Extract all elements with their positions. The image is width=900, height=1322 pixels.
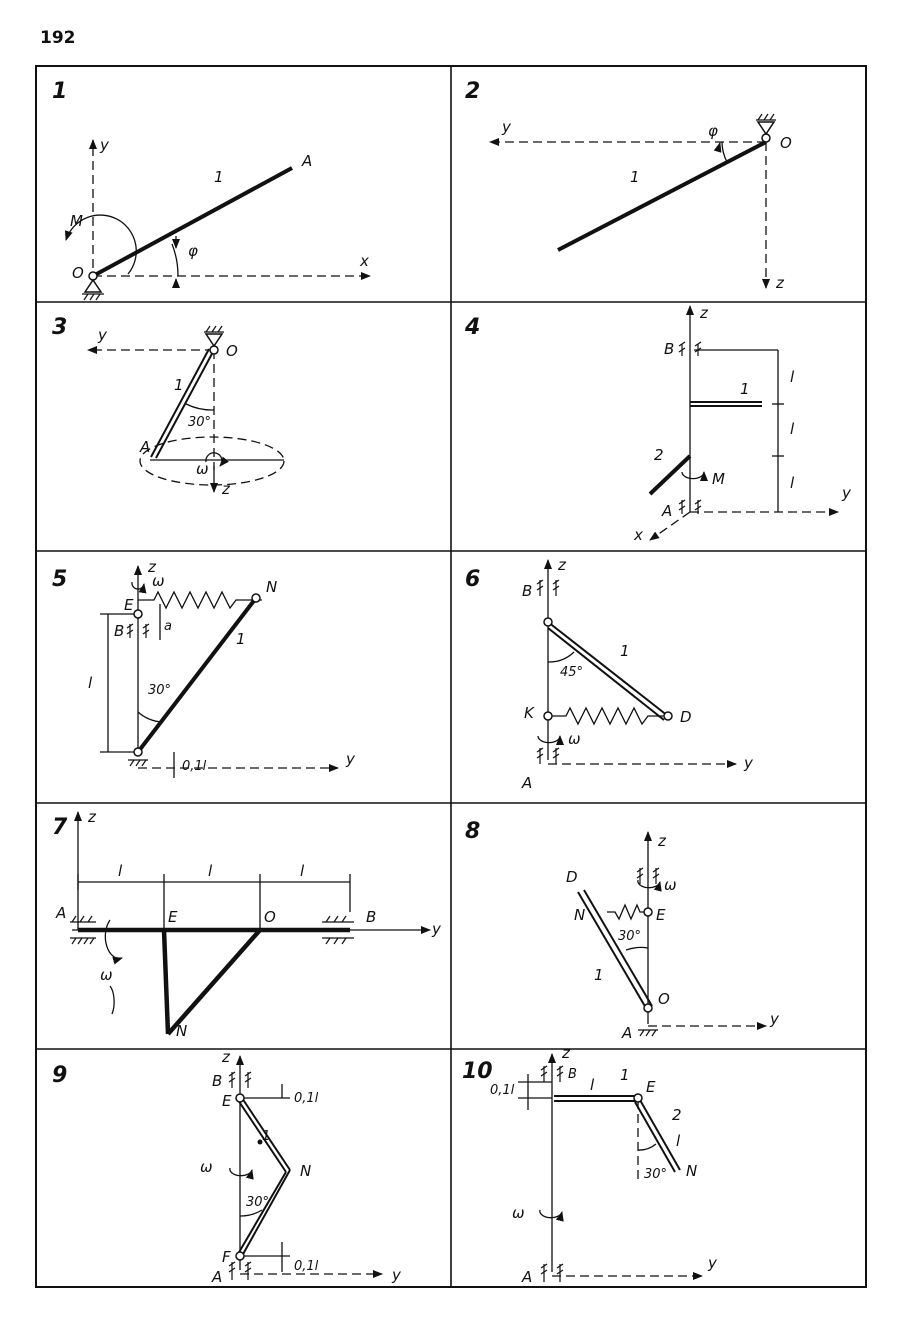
label-n: N [176,1022,188,1040]
figure-number: 10 [462,1059,493,1084]
label-y: y [770,1010,779,1028]
label-l3: l [300,862,305,880]
label-n: N [266,578,278,596]
page-number: 192 [40,28,76,48]
figure-number: 2 [465,79,481,104]
label-y: y [346,750,355,768]
label-rod: 1 [214,168,224,186]
label-y: y [432,920,441,938]
label-z: z [222,1048,230,1066]
label-m: M [70,212,83,230]
label-angle: 30° [188,415,212,430]
label-o: O [72,264,84,282]
label-a: A [622,1024,633,1042]
label-l1: l [790,368,795,386]
label-l3: l [790,474,795,492]
label-phi: φ [708,122,718,140]
label-e: E [168,908,178,926]
label-rod: 1 [262,1129,271,1144]
label-rod: 1 [594,966,604,984]
label-a: A [662,502,673,520]
label-rod: 1 [620,642,630,660]
label-top-gap: 0,1l [294,1091,319,1106]
label-rod: 1 [236,630,246,648]
figure-number: 1 [52,79,68,104]
label-y: y [708,1254,717,1272]
label-z: z [558,556,566,574]
label-y: y [502,118,511,136]
label-y: y [842,484,851,502]
label-n: N [574,906,586,924]
figure-8 [465,819,780,1042]
figure-frame [36,66,866,1287]
label-a: A [140,438,151,456]
label-l2: l [676,1132,681,1150]
label-b: B [568,1067,577,1082]
figure-4 [464,304,852,544]
label-b: B [114,622,125,640]
label-angle: 30° [618,929,642,944]
label-omega: ω [512,1204,525,1222]
label-x: x [360,252,369,270]
label-z: z [562,1044,570,1062]
label-e: E [646,1078,656,1096]
label-z: z [148,558,156,576]
label-l1: l [590,1076,595,1094]
label-z: z [776,274,784,292]
label-e: E [124,596,134,614]
label-b: B [366,908,377,926]
label-o: O [658,990,670,1008]
label-x: x [634,526,643,544]
label-a: A [302,152,313,170]
label-n: N [686,1162,698,1180]
label-angle: 30° [246,1195,270,1210]
label-m: M [712,470,725,488]
label-o: O [264,908,276,926]
label-omega: ω [200,1158,213,1176]
label-f: F [222,1248,231,1266]
label-d: D [566,868,578,886]
label-phi: φ [188,242,198,260]
label-y: y [392,1266,401,1284]
label-b: B [212,1072,223,1090]
figure-number: 4 [465,315,481,340]
label-offset: 0,1l [182,759,207,774]
label-y: y [100,136,109,154]
label-o: O [780,134,792,152]
figure-1 [52,79,370,300]
label-b: B [664,340,675,358]
label-d: D [680,708,692,726]
figure-2 [465,79,792,292]
label-a-gap: a [164,619,172,634]
figure-10 [462,1044,718,1286]
figure-number: 5 [52,567,68,592]
label-l2: l [208,862,213,880]
label-omega: ω [100,966,113,984]
label-z: z [658,832,666,850]
label-z: z [222,480,230,498]
label-l: l [88,674,93,692]
label-rod: 1 [630,168,640,186]
label-rod: 1 [174,376,184,394]
label-e: E [222,1092,232,1110]
label-angle: 30° [148,683,172,698]
label-omega: ω [152,572,165,590]
figure-6 [465,556,754,792]
label-omega: ω [568,730,581,748]
figure-3 [52,315,284,498]
label-b: B [522,582,533,600]
label-e: E [656,906,666,924]
figure-number: 6 [465,567,481,592]
label-a: A [522,1268,533,1286]
label-a: A [56,904,67,922]
label-l2: l [790,420,795,438]
label-bottom-gap: 0,1l [294,1259,319,1274]
label-z: z [88,808,96,826]
label-n: N [300,1162,312,1180]
label-z: z [700,304,708,322]
label-omega: ω [196,460,209,478]
label-y: y [744,754,753,772]
label-rod2: 2 [672,1106,682,1124]
figure-9 [52,1048,402,1286]
figure-number: 9 [52,1063,68,1088]
label-a: A [522,774,533,792]
label-a: A [212,1268,223,1286]
figure-number: 7 [52,815,68,840]
label-angle: 45° [560,665,584,680]
figure-7 [52,808,442,1040]
label-rod1: 1 [740,380,750,398]
label-o: O [226,342,238,360]
label-omega: ω [664,876,677,894]
label-y: y [98,326,107,344]
figure-number: 8 [465,819,481,844]
figure-number: 3 [52,315,68,340]
figure-5 [52,558,356,778]
label-l1: l [118,862,123,880]
label-angle: 30° [644,1167,668,1182]
label-rod2: 2 [654,446,664,464]
label-gap: 0,1l [490,1083,515,1098]
label-rod1: 1 [620,1066,630,1084]
label-k: K [524,704,534,722]
